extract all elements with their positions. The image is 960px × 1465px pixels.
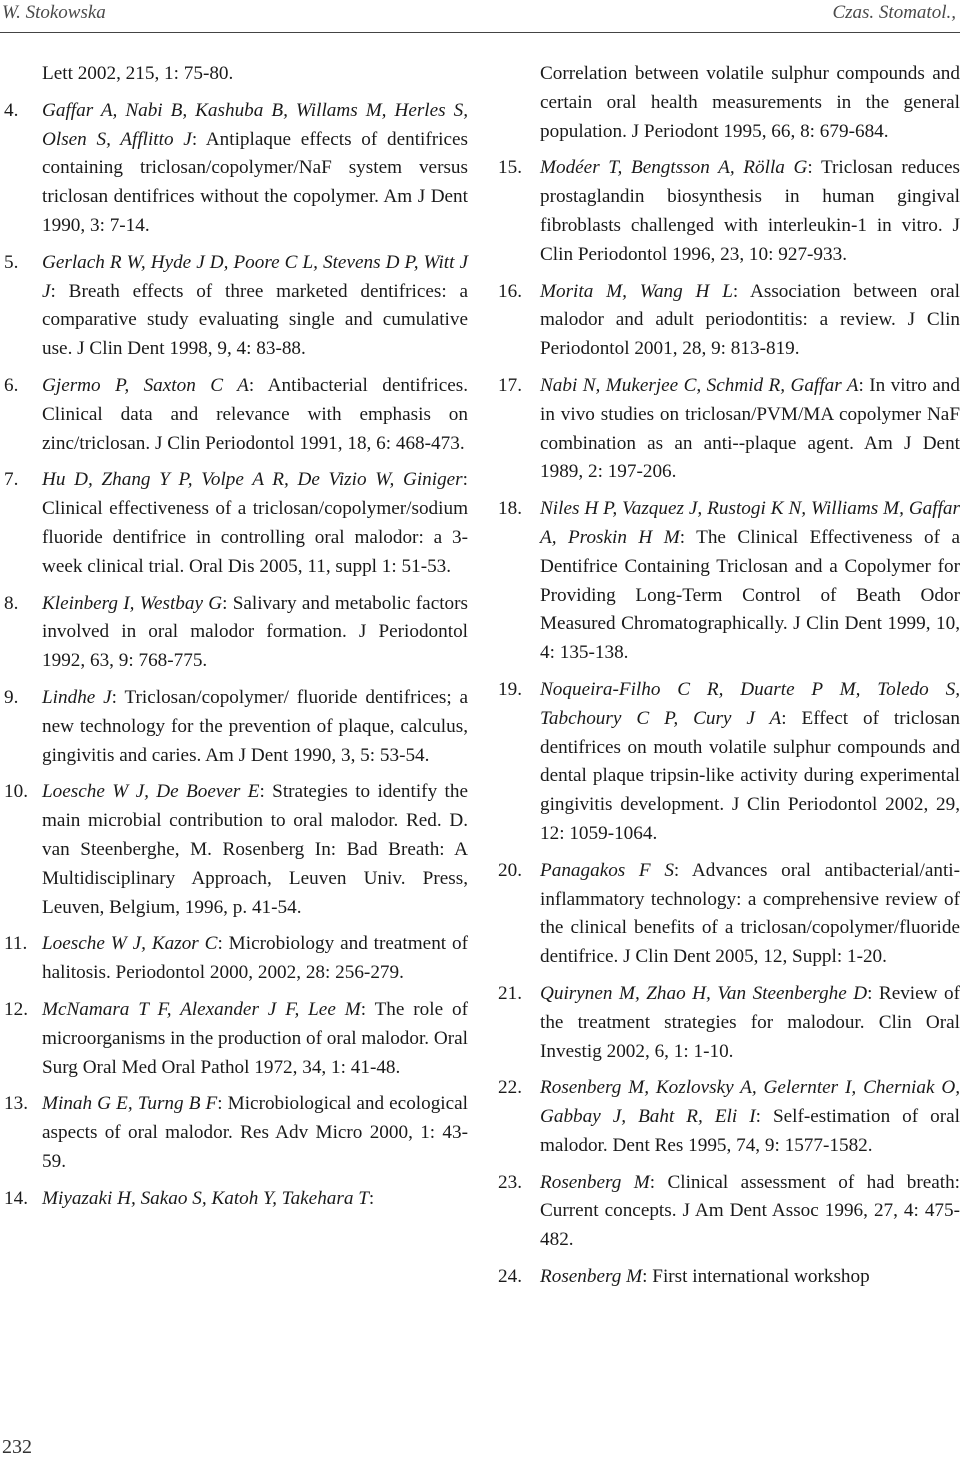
reference-authors: Kleinberg I, Westbay G xyxy=(42,592,223,614)
reference-text: : Triclosan/copolymer/ fluoride dentifrices; a new technology for the prevention of plaque, calculus, gingivitis and caries. Am J Dent 1990, 3, 5: 53-54. xyxy=(42,686,469,766)
reference-authors: Modéer T, Bengtsson A, Rölla G xyxy=(540,157,808,179)
reference-item xyxy=(0,684,468,770)
reference-number: 6. xyxy=(4,374,19,396)
reference-number: 5. xyxy=(4,251,19,273)
reference-text: : In vitro and in vivo studies on triclosan/PVM/MA copolymer NaF combination as an anti--plaque agent. Am J Dent 1989, 2: 197-206. xyxy=(540,374,960,483)
reference-item xyxy=(498,1263,960,1292)
reference-number: 23. xyxy=(498,1171,522,1193)
reference-item xyxy=(498,857,960,972)
reference-text: : Antibacterial dentifrices. Clinical data and relevance with emphasis on zinc/triclosan. J Clin Periodontol 1991, 18, 6: 468-473. xyxy=(42,374,468,454)
reference-authors: Gaffar A, Nabi B, Kashuba B, Willams M, Herles S, Olsen S, Afflitto J xyxy=(42,99,468,150)
reference-text: : Clinical assessment of had breath: Current concepts. J Am Dent Assoc 1996, 27, 4: 475-482. xyxy=(540,1171,960,1251)
reference-text: Lett 2002, 215, 1: 75-80. xyxy=(42,63,234,84)
reference-authors: Gjermo P, Saxton C A xyxy=(42,374,249,396)
reference-item xyxy=(0,466,468,581)
references-left-column xyxy=(0,60,468,1221)
reference-authors: Panagakos F S xyxy=(540,859,674,881)
reference-item xyxy=(0,249,468,364)
reference-text: : Antiplaque effects of dentifrices containing triclosan/copolymer/NaF system versus triclosan dentifrices without the copolymer. Am J Dent 1990, 3: 7-14. xyxy=(42,128,468,236)
reference-text: Correlation between volatile sulphur compounds and certain oral health measurements in the general population. J Periodont 1995, 66, 8: 679-684. xyxy=(540,63,960,142)
reference-number: 20. xyxy=(498,859,522,881)
reference-authors: Rosenberg M, Kozlovsky A, Gelernter I, Cherniak O, Gabbay J, Baht R, Eli I xyxy=(540,1077,960,1128)
reference-authors: Quirynen M, Zhao H, Van Steenberghe D xyxy=(540,982,868,1004)
reference-item xyxy=(498,676,960,849)
reference-text: : Salivary and metabolic factors involved in oral malodor formation. J Periodontol 1992, 63, 9: 768-775. xyxy=(42,592,468,672)
reference-number: 21. xyxy=(498,982,522,1004)
reference-item xyxy=(0,778,468,922)
reference-item xyxy=(0,60,468,89)
reference-number: 19. xyxy=(498,678,522,700)
reference-number: 13. xyxy=(4,1093,28,1115)
reference-number: 22. xyxy=(498,1077,522,1099)
reference-number: 24. xyxy=(498,1266,522,1288)
reference-number: 8. xyxy=(4,592,19,614)
reference-text: : Triclosan reduces prostaglandin biosynthesis in human gingival fibroblasts challenged with interleukin-1 in vitro. J Clin Periodontol 1996, 23, 10: 927-933. xyxy=(540,157,960,265)
reference-number: 11. xyxy=(4,933,28,955)
reference-item xyxy=(0,930,468,988)
reference-number: 7. xyxy=(4,469,19,491)
reference-text: : Strategies to identify the main microbial contribution to oral malodor. Red. D. van Steenberghe, M. Rosenberg In: Bad Breath: A Multidisciplinary Approach, Leuven Univ. Press, Leuven, Belgium, 1996, p. 41-54. xyxy=(42,781,468,918)
reference-authors: Noqueira-Filho C R, Duarte P M, Toledo S, Tabchoury C P, Cury J A xyxy=(540,678,960,729)
reference-text: : The role of microorganisms in the production of oral malodor. Oral Surg Oral Med Oral Pathol 1972, 34, 1: 41-48. xyxy=(42,998,468,1078)
reference-authors: Rosenberg M xyxy=(540,1171,650,1193)
reference-item xyxy=(0,590,468,676)
reference-item xyxy=(498,154,960,269)
header-rule xyxy=(0,32,960,33)
reference-item xyxy=(0,1090,468,1176)
reference-number: 14. xyxy=(4,1187,28,1209)
reference-text: : Microbiology and treatment of halitosis. Periodontol 2000, 2002, 28: 256-279. xyxy=(42,933,468,984)
reference-text: : xyxy=(368,1187,375,1209)
reference-text: : Breath effects of three marketed dentifrices: a comparative study evaluating single and cumulative use. J Clin Dent 1998, 9, 4: 83-88. xyxy=(42,280,468,360)
reference-text: : Association between oral malodor and adult periodontitis: a review. J Clin Periodontol 2001, 28, 9: 813-819. xyxy=(540,280,960,360)
references-right-column xyxy=(498,60,960,1300)
reference-text: : Self-estimation of oral malodor. Dent Res 1995, 74, 9: 1577-1582. xyxy=(540,1106,960,1156)
reference-item xyxy=(498,60,960,146)
reference-text: : First international workshop xyxy=(642,1266,870,1288)
reference-authors: Loesche W J, De Boever E xyxy=(42,781,260,803)
reference-authors: Minah G E, Turng B F xyxy=(42,1093,218,1115)
reference-authors: Miyazaki H, Sakao S, Katoh Y, Takehara T xyxy=(42,1187,369,1209)
reference-text: : Clinical effectiveness of a triclosan/copolymer/sodium fluoride dentifrice in controlling oral malodor: a 3-week clinical trial. Oral Dis 2005, 11, suppl 1: 51-53. xyxy=(42,469,468,577)
reference-text: : The Clinical Effectiveness of a Dentifrice Containing Triclosan and a Copolymer for Providing Long-Term Control of Beath Odor Measured Chromatographically. J Clin Dent 1999, 10, 4: 135-138. xyxy=(540,526,960,664)
reference-item xyxy=(0,1185,468,1214)
reference-authors: Gerlach R W, Hyde J D, Poore C L, Stevens D P, Witt J J xyxy=(42,251,468,302)
reference-text: : Effect of triclosan dentifrices on mouth volatile sulphur compounds and dental plaque tripsin-like activity during experimental gingivitis development. J Clin Periodontol 2002, 29, 12: 1059-1064. xyxy=(540,707,960,844)
reference-authors: Nabi N, Mukerjee C, Schmid R, Gaffar A xyxy=(540,374,859,396)
reference-authors: Lindhe J xyxy=(42,686,112,708)
header-journal: Czas. Stomatol., xyxy=(832,2,956,23)
reference-item xyxy=(498,980,960,1066)
reference-item xyxy=(0,97,468,241)
reference-authors: McNamara T F, Alexander J F, Lee M xyxy=(42,998,361,1020)
reference-authors: Hu D, Zhang Y P, Volpe A R, De Vizio W, Giniger xyxy=(42,469,463,491)
reference-number: 18. xyxy=(498,498,522,520)
running-header xyxy=(0,0,960,30)
page-number: 232 xyxy=(2,1436,32,1458)
reference-item xyxy=(498,1074,960,1160)
header-author: W. Stokowska xyxy=(2,2,106,23)
reference-item xyxy=(0,996,468,1082)
reference-text: : Microbiological and ecological aspects of oral malodor. Res Adv Micro 2000, 1: 43-59. xyxy=(42,1093,469,1172)
reference-text: : Review of the treatment strategies for malodour. Clin Oral Investig 2002, 6, 1: 1-10. xyxy=(540,982,960,1062)
reference-item xyxy=(498,495,960,668)
reference-item xyxy=(498,372,960,487)
reference-authors: Niles H P, Vazquez J, Rustogi K N, Williams M, Gaffar A, Proskin H M xyxy=(540,498,960,548)
reference-authors: Morita M, Wang H L xyxy=(540,280,733,302)
reference-number: 16. xyxy=(498,280,522,302)
reference-number: 9. xyxy=(4,686,19,708)
reference-item xyxy=(0,372,468,458)
reference-authors: Rosenberg M xyxy=(540,1266,643,1288)
reference-item xyxy=(498,1169,960,1255)
reference-number: 15. xyxy=(498,157,522,179)
reference-number: 12. xyxy=(4,998,28,1020)
reference-authors: Loesche W J, Kazor C xyxy=(42,933,218,955)
reference-number: 4. xyxy=(4,99,19,121)
reference-number: 10. xyxy=(4,781,28,803)
reference-item xyxy=(498,278,960,364)
reference-number: 17. xyxy=(498,374,522,396)
reference-text: : Advances oral antibacterial/anti-inflammatory technology: a comprehensive review of the clinical benefits of a triclosan/copolymer/fluoride dentifrice. J Clin Dent 2005, 12, Suppl: 1-20. xyxy=(540,859,960,968)
